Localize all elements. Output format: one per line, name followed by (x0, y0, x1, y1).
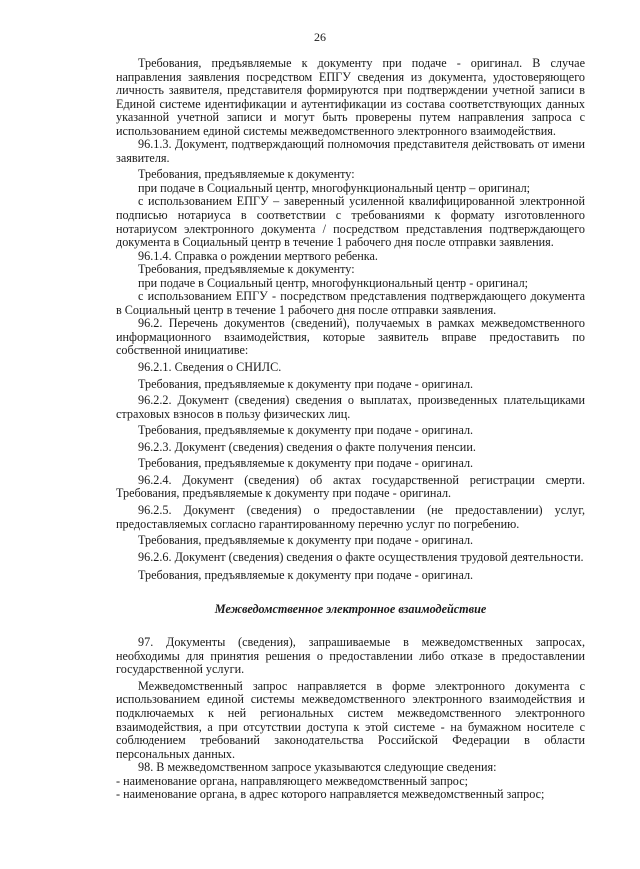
paragraph: 96.2.4. Документ (сведения) об актах государственной регистрации смерти. Требования, предъявляемые к документу при подаче - оригинал. (116, 472, 585, 501)
paragraph: 96.2.1. Сведения о СНИЛС. (138, 360, 282, 375)
paragraph: 98. В межведомственном запросе указываются следующие сведения: (138, 760, 497, 775)
paragraph: при подаче в Социальный центр, многофункциональный центр - оригинал; (138, 275, 529, 290)
document-body (116, 57, 585, 802)
paragraph: при подаче в Социальный центр, многофункциональный центр – оригинал; (138, 180, 531, 195)
paragraph: 96.2.2. Документ (сведения) сведения о выплатах, произведенных плательщиками страховых взносов в пользу физических лиц. (116, 393, 585, 421)
paragraph: с использованием ЕПГУ - посредством представления подтверждающего документа в Социальный центр в течение 1 рабочего дня после отправки заявления. (116, 289, 585, 317)
paragraph: Требования, предъявляемые к документу при подаче - оригинал. (138, 568, 474, 583)
paragraph: Требования, предъявляемые к документу при подаче - оригинал. (138, 533, 474, 548)
paragraph: 96.2.3. Документ (сведения) сведения о факте получения пенсии. (138, 439, 476, 454)
paragraph: 97. Документы (сведения), запрашиваемые в межведомственных запросах, необходимы для принятия решения о предоставлении либо отказе в предоставлении государственной услуги. (116, 635, 585, 677)
paragraph: Требования, предъявляемые к документу: (138, 262, 355, 277)
paragraph: 96.2. Перечень документов (сведений), получаемых в рамках межведомственного информационного взаимодействия, которые заявитель вправе предоставить по собственной инициативе: (116, 316, 585, 358)
paragraph: с использованием ЕПГУ – заверенный усиленной квалифицированной электронной подписью нотариуса в соответствии с требованиями к формату изготовленного нотариусом электронного документа / посредством представления подтверждающего документа в Социальный центр в течение 1 рабочего дня после отправки заявления. (116, 194, 585, 250)
paragraph: 96.1.3. Документ, подтверждающий полномочия представителя действовать от имени заявителя. (116, 137, 585, 165)
paragraph: Требования, предъявляемые к документу при подаче - оригинал. (138, 456, 474, 471)
list-item: - наименование органа, в адрес которого направляется межведомственный запрос; (116, 787, 545, 802)
paragraph: Требования, предъявляемые к документу при подаче - оригинал. (138, 376, 474, 391)
paragraph: Межведомственный запрос направляется в форме электронного документа с использованием единой системы межведомственного электронного взаимодействия и подключаемых к ней региональных систем межведомственного электронного взаимодействия, а при отсутствии доступа к этой системе - на бумажном носителе с соблюдением требований законодательства Российской Федерации в области персональных данных. (116, 678, 585, 761)
paragraph: Требования, предъявляемые к документу: (138, 167, 355, 182)
page-number: 26 (314, 30, 326, 44)
list-item: - наименование органа, направляющего межведомственный запрос; (116, 773, 468, 788)
paragraph: 96.2.6. Документ (сведения) сведения о факте осуществления трудовой деятельности. (138, 549, 584, 564)
paragraph: Требования, предъявляемые к документу при подаче - оригинал. В случае направления заявления посредством ЕПГУ сведения из документа, удостоверяющего личность заявителя, представителя формируются при подтверждении учетной записи в Единой системе идентификации и аутентификации из состава соответствующих данных указанной учетной записи и могут быть проверены путем направления запроса с использованием единой системы межведомственного электронного взаимодействия. (116, 56, 585, 138)
paragraph: Требования, предъявляемые к документу при подаче - оригинал. (138, 423, 474, 438)
section-heading: Межведомственное электронное взаимодействие (214, 601, 487, 616)
paragraph: 96.1.4. Справка о рождении мертвого ребенка. (138, 248, 378, 263)
paragraph: 96.2.5. Документ (сведения) о предоставлении (не предоставлении) услуг, предоставляемых согласно гарантированному перечню услуг по погребению. (116, 502, 585, 531)
